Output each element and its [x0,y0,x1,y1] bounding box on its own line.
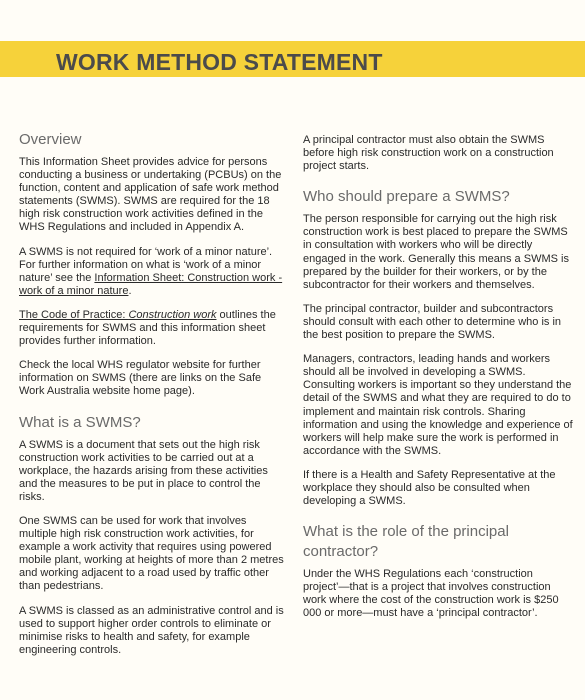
code-link-title: Code of Practice: [41,308,129,321]
code-of-practice-text: outlines the requirements for SWMS and this information sheet provides further information. [19,308,276,348]
code-of-practice-paragraph [19,309,287,348]
consult-paragraph: The principal contractor, builder and subcontractors should consult with each other to determine who is in the best position to prepare the SWMS. [303,302,562,342]
overview-heading: Overview [19,131,82,148]
regulator-paragraph: Check the local WHS regulator website for further information on SWMS (there are links on the Safe Work Australia website home page). [19,359,262,398]
managers-paragraph: Managers, contractors, leading hands and workers should all be involved in developing a SWMS. Consulting workers is important so they understand the detail of the SWMS and what they are required to do to implement and maintain risk controls. Sharing information and using the knowledge and experience of workers will help make sure the work is performed in accordance with the SWMS. [303,353,573,457]
overview-paragraph: This Information Sheet provides advice for persons conducting a business or undertaking (PCBUs) on the function, content and application of safe work method statements (SWMS). SWMS are required for the 18 high risk construction work activities defined in the WHS Regulations and included in Appendix A. [19,156,282,234]
principal-contractor-paragraph: A principal contractor must also obtain the SWMS before high risk construction work on a construction project starts. [303,134,554,173]
title-banner [0,41,585,77]
principal-contractor-role-heading: What is the role of the principal contractor? [303,523,509,561]
code-link-prefix: The [19,308,42,321]
code-link-subtitle: Construction work [128,308,217,321]
minor-work-text: A SWMS is not required for ‘work of a minor nature’. For further information on what is ‘work of a minor nature’ see the [19,245,273,284]
minor-work-paragraph [19,246,287,298]
document-title: WORK METHOD STATEMENT [56,49,383,75]
code-of-practice-link[interactable] [19,309,217,321]
construction-project-paragraph: Under the WHS Regulations each ‘construction project’—that is a project that involves construction work where the cost of the construction work is $250 000 or more—must have a ‘principal contractor’. [303,568,559,620]
minor-work-link[interactable]: Information Sheet: Construction work - work of a minor nature [19,271,283,297]
right-column [303,134,575,632]
minor-work-end: . [128,284,132,297]
hsr-paragraph: If there is a Health and Safety Representative at the workplace they should also be consulted when developing a SWMS. [303,468,556,508]
left-column [19,130,287,668]
responsible-person-paragraph: The person responsible for carrying out the high risk construction work is best placed to prepare the SWMS in consultation with workers who will be directly engaged in the work. Generally this means a SWMS is prepared by the builder for their workers, or by the subcontractor for their workers and themselves. [303,213,569,291]
swms-definition-paragraph: A SWMS is a document that sets out the high risk construction work activities to be carried out at a workplace, the hazards arising from these activities and the measures to be put in place to control the risks. [19,438,268,503]
what-is-swms-heading: What is a SWMS? [19,413,141,431]
who-should-prepare-heading: Who should prepare a SWMS? [303,188,510,206]
multiple-activities-paragraph: One SWMS can be used for work that involves multiple high risk construction work activities, for example a work activity that requires using powered mobile plant, working at heights of more than 2 metres and working adjacent to a road used by traffic other than pedestrians. [19,514,284,593]
administrative-control-paragraph: A SWMS is classed as an administrative control and is used to support higher order controls to eliminate or minimise risks to health and safety, for example engineering controls. [19,604,284,656]
